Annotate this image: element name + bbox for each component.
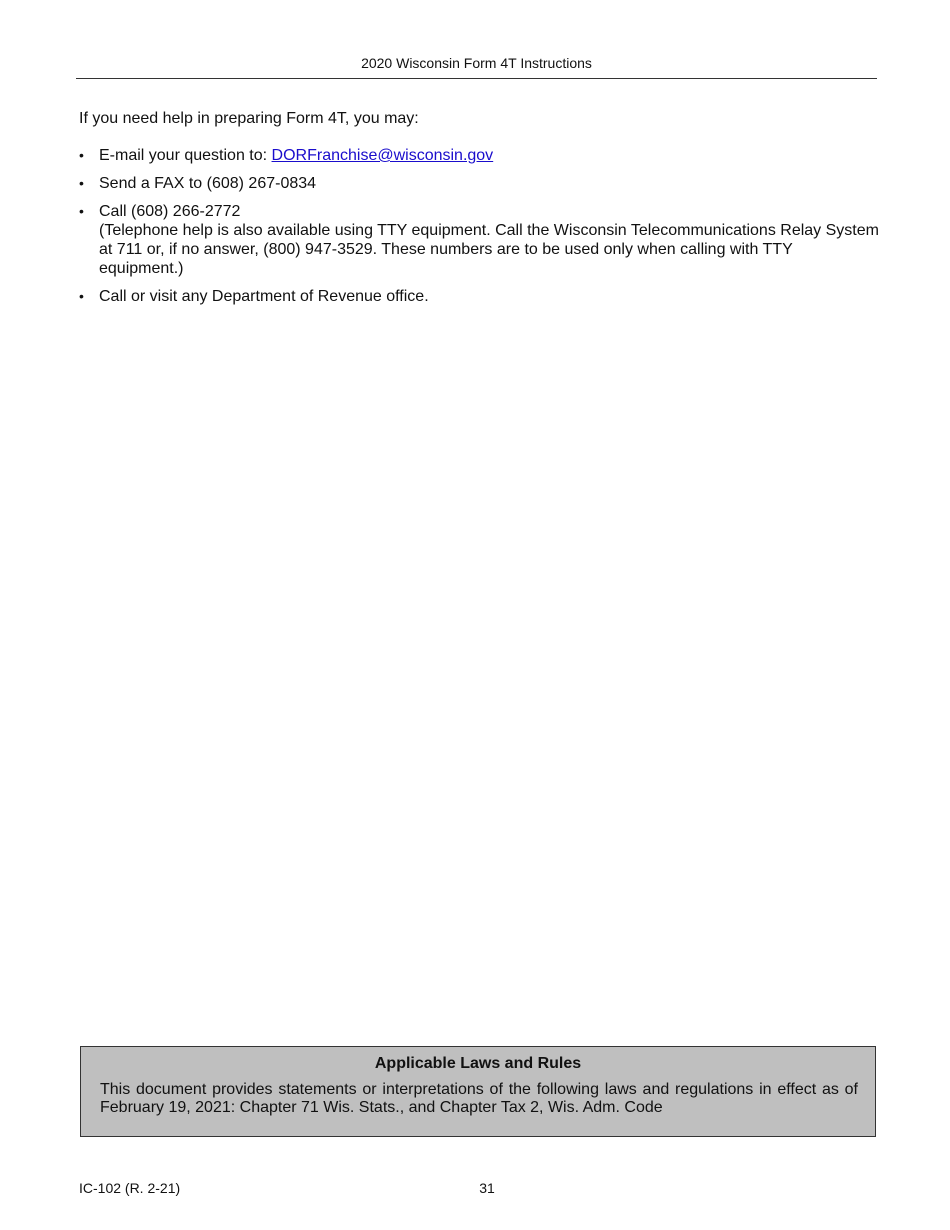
laws-body: This document provides statements or interpretations of the following laws and regulations in effect as of February 19, 2021: Chapter 71 Wis. Stats., and Chapter Tax 2, Wis. Adm. Code <box>100 1081 858 1116</box>
footer-page-number: 31 <box>479 1180 495 1196</box>
help-item-fax <box>79 174 879 193</box>
fax-text: Send a FAX to (608) 267-0834 <box>99 175 317 192</box>
help-intro: If you need help in preparing Form 4T, you may: <box>79 110 419 127</box>
email-prefix: E-mail your question to: <box>99 147 272 164</box>
tty-note: (Telephone help is also available using TTY equipment. Call the Wisconsin Telecommunications Relay System at 711 or, if no answer, (800) 947-3529. These numbers are to be used only when calling with TTY equipment.) <box>99 222 879 277</box>
bullet-icon: • <box>79 147 84 163</box>
footer-form-id: IC-102 (R. 2-21) <box>79 1180 181 1196</box>
header-rule <box>76 78 877 79</box>
help-item-email <box>79 146 879 165</box>
bullet-icon: • <box>79 288 84 304</box>
email-link[interactable]: DORFranchise@wisconsin.gov <box>271 147 494 164</box>
help-item-phone <box>79 202 879 278</box>
visit-text: Call or visit any Department of Revenue office. <box>99 288 429 305</box>
bullet-icon: • <box>79 175 84 191</box>
phone-text: Call (608) 266-2772 <box>99 203 241 220</box>
applicable-laws-box <box>80 1046 876 1137</box>
help-item-visit <box>79 287 879 306</box>
laws-title: Applicable Laws and Rules <box>374 1055 582 1072</box>
help-list <box>79 146 879 315</box>
running-header: 2020 Wisconsin Form 4T Instructions <box>361 55 592 71</box>
bullet-icon: • <box>79 203 84 219</box>
